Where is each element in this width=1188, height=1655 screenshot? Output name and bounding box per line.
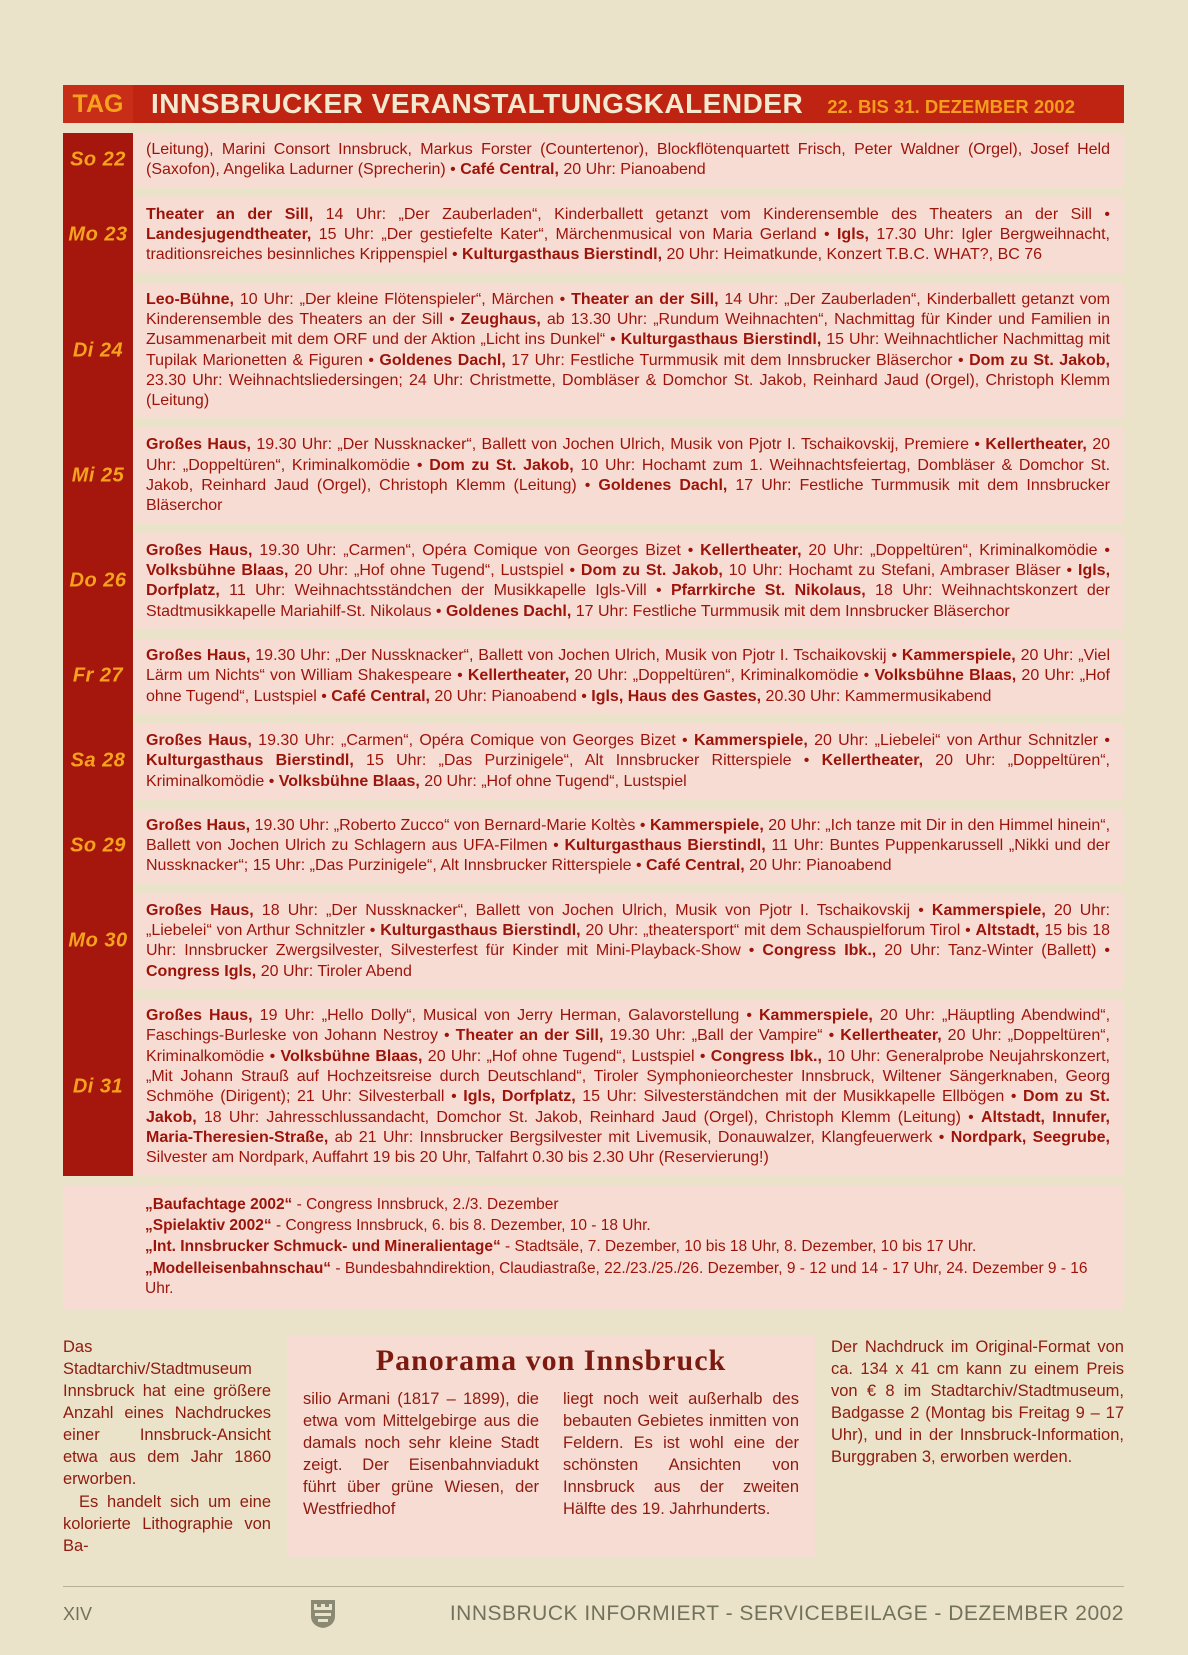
calendar-header (63, 85, 1124, 123)
calendar-row-mo23 (68, 198, 1124, 273)
panorama-article (63, 1336, 1124, 1557)
day-label: So 22 (70, 148, 126, 171)
article-column-2: silio Armani (1817 – 1899), die etwa vom Mittelgebirge aus die damals noch sehr kleine Stadt zeigt. Der Eisenbahnviadukt führt über grüne Wiesen, der Westfriedhof (303, 1389, 539, 1519)
day-label: Di 24 (72, 338, 124, 361)
extra-event: „Int. Innsbrucker Schmuck- und Mineralientage“ - Stadtsäle, 7. Dezember, 10 bis 18 Uhr, 8. Dezember, 10 bis 17 Uhr. (145, 1238, 977, 1256)
extra-event: „Spielaktiv 2002“ - Congress Innsbruck, 6. bis 8. Dezember, 10 - 18 Uhr. (145, 1216, 651, 1234)
day-events-text: Großes Haus, 18 Uhr: „Der Nussknacker“, Ballett von Jochen Ulrich, Musik von Pjotr I. Tschaikovskij • Kammerspiele, 20 Uhr: „Liebelei“ von Arthur Schnitzler • Kulturgasthaus Bierstindl, 20 Uhr: „theatersport“ mit dem Schauspielforum Tirol • Altstadt, 15 bis 18 Uhr: Innsbrucker Zwergsilvester, Silvesterfest für Kinder mit Mini-Playback-Show • Congress Ibk., 20 Uhr: Tanz-Winter (Ballett) • Congress Igls, 20 Uhr: Tiroler Abend (146, 901, 1111, 980)
day-events-text: Großes Haus, 19.30 Uhr: „Carmen“, Opéra Comique von Georges Bizet • Kellertheater, 20 Uhr: „Doppeltüren“, Kriminalkomödie • Volksbühne Blaas, 20 Uhr: „Hof ohne Tugend“, Lustspiel • Dom zu St. Jakob, 10 Uhr: Hochamt zu Stefani, Ambraser Bläser • Igls, Dorfplatz, 11 Uhr: Weihnachtsständchen der Musikkapelle Igls-Vill • Pfarrkirche St. Nikolaus, 18 Uhr: Weihnachtskonzert der Stadtmusikkapelle Mariahilf-St. Nikolaus • Goldenes Dachl, 17 Uhr: Festliche Turmmusik mit dem Innsbrucker Bläserchor (146, 541, 1111, 620)
calendar-title: INNSBRUCKER VERANSTALTUNGSKALENDER (151, 88, 804, 119)
day-events-text: (Leitung), Marini Consort Innsbruck, Markus Forster (Countertenor), Blockflötenquartett Frisch, Peter Waldner (Orgel), Josef Held (Saxofon), Angelika Ladurner (Sprecherin) • Café Central, 20 Uhr: Pianoabend (146, 141, 1110, 179)
article-inner-columns (303, 1388, 799, 1521)
day-label: So 29 (70, 834, 126, 857)
extra-event: „Modelleisenbahnschau“ - Bundesbahndirektion, Claudiastraße, 22./23./25./26. Dezember, 9 - 12 und 14 - 17 Uhr, 24. Dezember 9 - 16 Uhr. (145, 1259, 1088, 1298)
day-events-text: Theater an der Sill, 14 Uhr: „Der Zauberladen“, Kinderballett getanzt vom Kinderensemble des Theaters an der Sill • Landesjugendtheater, 15 Uhr: „Der gestiefelte Kater“, Märchenmusical von Maria Gerland • Igls, 17.30 Uhr: Igler Bergweihnacht, traditionsreiches besinnliches Krippenspiel • Kulturgasthaus Bierstindl, 20 Uhr: Heimatkunde, Konzert T.B.C. WHAT?, BC 76 (146, 205, 1111, 264)
calendar-row-di31 (72, 999, 1124, 1176)
innsbruck-crest-icon (310, 1599, 336, 1629)
calendar-row-so29 (70, 809, 1124, 884)
day-label: Mo 23 (68, 223, 128, 246)
calendar-row-sa28 (70, 724, 1124, 799)
article-title: Panorama von Innsbruck (375, 1343, 727, 1377)
day-events-text: Leo-Bühne, 10 Uhr: „Der kleine Flötenspieler“, Märchen • Theater an der Sill, 14 Uhr: „Der Zauberladen“, Kinderballett getanzt vom Kinderensemble des Theaters an der Sill • Zeughaus, ab 13.30 Uhr: „Rundum Weihnachten“, Nachmittag für Kinder und Familien in Zusammenarbeit mit dem ORF und der Aktion „Licht ins Dunkel“ • Kulturgasthaus Bierstindl, 15 Uhr: Weihnachtlicher Nachmittag mit Tupilak Marionetten & Figuren • Goldenes Dachl, 17 Uhr: Festliche Turmmusik mit dem Innsbrucker Bläserchor • Dom zu St. Jakob, 23.30 Uhr: Weihnachtsliedersingen; 24 Uhr: Christmette, Dombläser & Domchor St. Jakob, Reinhard Jaud (Orgel), Christoph Klemm (Leitung) (146, 290, 1111, 410)
day-events-text: Großes Haus, 19.30 Uhr: „Carmen“, Opéra Comique von Georges Bizet • Kammerspiele, 20 Uhr: „Liebelei“ von Arthur Schnitzler • Kulturgasthaus Bierstindl, 15 Uhr: „Das Purzinigele“, Alt Innsbrucker Ritterspiele • Kellertheater, 20 Uhr: „Doppeltüren“, Kriminalkomödie • Volksbühne Blaas, 20 Uhr: „Hof ohne Tugend“, Lustspiel (146, 731, 1111, 790)
day-label: Sa 28 (70, 749, 126, 772)
calendar-row-mo30 (68, 894, 1124, 989)
day-events-text: Großes Haus, 19 Uhr: „Hello Dolly“, Musical von Jerry Herman, Galavorstellung • Kammerspiele, 20 Uhr: „Häuptling Abendwind“, Faschings-Burleske von Johann Nestroy • Theater an der Sill, 19.30 Uhr: „Ball der Vampire“ • Kellertheater, 20 Uhr: „Doppeltüren“, Kriminalkomödie • Volksbühne Blaas, 20 Uhr: „Hof ohne Tugend“, Lustspiel • Congress Ibk., 10 Uhr: Generalprobe Neujahrskonzert, „Mit Johann Strauß auf Hochzeitsreise durch Deutschland“, Tiroler Symphonieorchester Innsbruck, Wiltener Sängerknaben, Georg Schmöhe (Dirigent); 21 Uhr: Silvesterball • Igls, Dorfplatz, 15 Uhr: Silvesterständchen mit der Musikkapelle Ellbögen • Dom zu St. Jakob, 18 Uhr: Jahresschlussandacht, Domchor St. Jakob, Reinhard Jaud (Orgel), Christoph Klemm (Leitung) • Altstadt, Innufer, Maria-Theresien-Straße, ab 21 Uhr: Innsbrucker Bergsilvester mit Livemusik, Donauwalzer, Klangfeuerwerk • Nordpark, Seegrube, Silvester am Nordpark, Auffahrt 19 bis 20 Uhr, Talfahrt 0.30 bis 2.30 Uhr (Reservierung!) (146, 1007, 1111, 1167)
calendar-row-mi25 (71, 428, 1124, 523)
article-highlight-box (287, 1336, 815, 1557)
day-label: Mi 25 (71, 464, 125, 487)
day-label: Mo 30 (68, 929, 128, 952)
day-events-text: Großes Haus, 19.30 Uhr: „Roberto Zucco“ von Bernard-Marie Koltès • Kammerspiele, 20 Uhr: „Ich tanze mit Dir in den Himmel hinein“, Ballett von Jochen Ulrich zu Schlagern aus UFA-Filmen • Kulturgasthaus Bierstindl, 11 Uhr: Buntes Puppenkarussell „Nikki und der Nussknacker“; 15 Uhr: „Das Purzinigele“, Alt Innsbrucker Ritterspiele • Café Central, 20 Uhr: Pianoabend (146, 816, 1111, 875)
calendar-row-so22 (70, 133, 1124, 188)
events-calendar (63, 85, 1124, 1176)
article-column-1 (63, 1336, 271, 1557)
tag-label: TAG (63, 85, 133, 123)
day-events-text: Großes Haus, 19.30 Uhr: „Der Nussknacker“, Ballett von Jochen Ulrich, Musik von Pjotr I. Tschaikovskij, Premiere • Kellertheater, 20 Uhr: „Doppeltüren“, Kriminalkomödie • Dom zu St. Jakob, 10 Uhr: Hochamt zum 1. Weihnachtsfeiertag, Dombläser & Domchor St. Jakob, Reinhard Jaud (Orgel), Christoph Klemm (Leitung) • Goldenes Dachl, 17 Uhr: Festliche Turmmusik mit dem Innsbrucker Bläserchor (146, 436, 1111, 515)
day-column-strip (63, 133, 133, 1176)
article-paragraph: Der Nachdruck im Original-Format von ca. 134 x 41 cm kann zu einem Preis von € 8 im Stadtarchiv/Stadtmuseum, Badgasse 2 (Montag bis Freitag 9 – 17 Uhr), und in der Innsbruck-Information, Burggraben 3, erworben werden. (831, 1337, 1124, 1467)
extra-event: „Baufachtage 2002“ - Congress Innsbruck, 2./3. Dezember (145, 1195, 559, 1213)
page-number: XIV (63, 1603, 93, 1624)
calendar-row-do26 (69, 534, 1124, 629)
day-label: Fr 27 (72, 664, 124, 687)
article-paragraph: Es handelt sich um eine kolorierte Lithographie von Ba- (63, 1492, 271, 1555)
footer-text: INNSBRUCK INFORMIERT - SERVICEBEILAGE - DEZEMBER 2002 (449, 1602, 1124, 1625)
calendar-date-range: 22. BIS 31. DEZEMBER 2002 (827, 95, 1076, 117)
day-events-text: Großes Haus, 19.30 Uhr: „Der Nussknacker“, Ballett von Jochen Ulrich, Musik von Pjotr I. Tschaikovskij • Kammerspiele, 20 Uhr: „Viel Lärm um Nichts“ von William Shakespeare • Kellertheater, 20 Uhr: „Doppeltüren“, Kriminalkomödie • Volksbühne Blaas, 20 Uhr: „Hof ohne Tugend“, Lustspiel • Café Central, 20 Uhr: Pianoabend • Igls, Haus des Gastes, 20.30 Uhr: Kammermusikabend (146, 646, 1111, 705)
day-label: Do 26 (69, 569, 127, 592)
article-column-4 (831, 1336, 1124, 1557)
article-column-3: liegt noch weit außerhalb des bebauten Gebietes inmitten von Feldern. Es ist wohl eine der schönsten Ansichten von Innsbruck aus der zweiten Hälfte des 19. Jahrhunderts. (563, 1389, 799, 1519)
article-paragraph: Das Stadtarchiv/Stadtmuseum Innsbruck hat eine größere Anzahl eines Nachdruckes einer Innsbruck-Ansicht etwa aus dem Jahr 1860 erworben. (63, 1337, 271, 1489)
calendar-row-di24 (72, 283, 1124, 419)
calendar-body (63, 133, 1124, 1176)
calendar-row-fr27 (72, 639, 1124, 714)
extra-events-block (63, 1186, 1124, 1310)
page-footer (63, 1586, 1124, 1629)
day-label: Di 31 (72, 1075, 124, 1098)
